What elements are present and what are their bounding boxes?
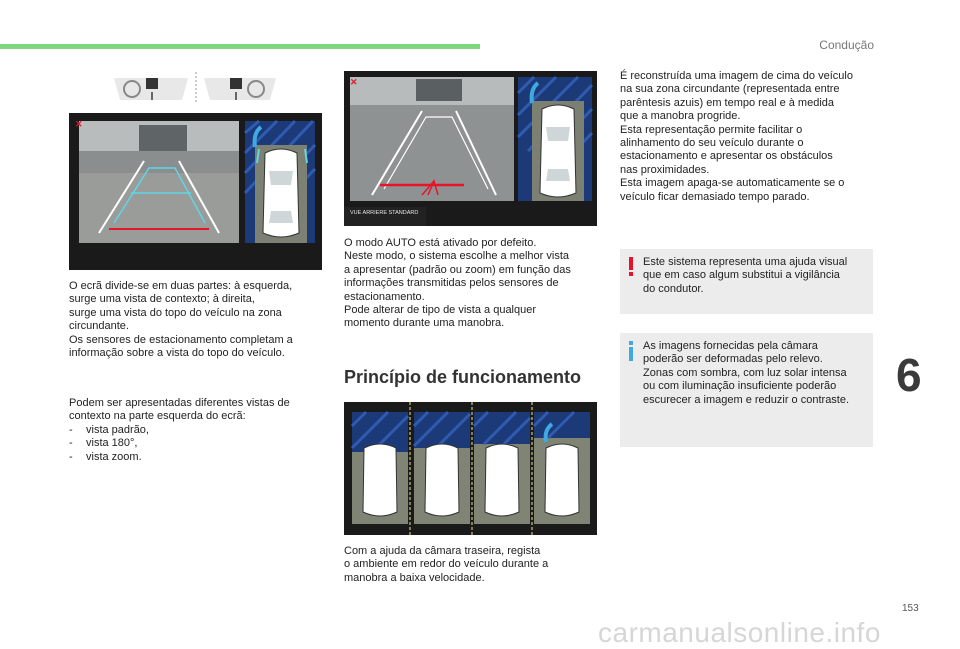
text-line: momento durante uma manobra. <box>344 317 505 330</box>
text-line: Neste modo, o sistema escolhe a melhor vista <box>344 250 569 263</box>
warning-exclamation-icon <box>626 257 636 277</box>
text-line: Zonas com sombra, com luz solar intensa <box>643 366 847 379</box>
text-line: estacionamento. <box>344 290 425 303</box>
text-line: Esta imagem apaga-se automaticamente se o <box>620 177 845 190</box>
text-line: circundante. <box>69 320 129 333</box>
svg-text:✕: ✕ <box>350 77 358 87</box>
text-line: contexto na parte esquerda do ecrã: <box>69 410 246 423</box>
text-line: que a manobra progride. <box>620 110 741 123</box>
text-line: O ecrã divide-se em duas partes: à esquerda, <box>69 280 293 292</box>
screen-view-label: VUE ARRIERE STANDARD <box>350 210 419 216</box>
steering-camera-icon <box>114 78 188 100</box>
text-line: na sua zona circundante (representada entre <box>620 83 840 96</box>
text-line: Pode alterar de tipo de vista a qualquer <box>344 304 537 317</box>
text-line: Com a ajuda da câmara traseira, regista <box>344 545 541 557</box>
camera-screen-standard-view <box>344 71 597 226</box>
text-line: estacionamento e apresentar os obstáculos <box>620 150 833 163</box>
text-line: Esta representação permite facilitar o <box>620 123 803 136</box>
text-line: o ambiente em redor do veículo durante a <box>344 558 549 571</box>
page-number: 153 <box>902 603 919 614</box>
text-line: ou com iluminação insuficiente poderão <box>643 380 837 393</box>
text-line: que em caso algum substitui a vigilância <box>643 269 840 282</box>
list-item: - vista 180°, <box>69 437 329 450</box>
text-line: informação sobre a vista do topo do veículo. <box>69 347 285 360</box>
list-item: - vista zoom. <box>69 451 329 464</box>
section-title: Condução <box>819 38 874 52</box>
right-para-reconstruction <box>620 70 882 204</box>
text-line: veículo ficar demasiado tempo parado. <box>620 190 810 203</box>
view-list <box>69 424 329 464</box>
steering-camera-icon-mirror <box>204 78 276 100</box>
text-line: Podem ser apresentadas diferentes vistas de <box>69 397 290 409</box>
text-line: alinhamento do seu veículo durante o <box>620 137 804 150</box>
svg-text:✕: ✕ <box>75 119 83 129</box>
left-para-context-views <box>69 397 329 464</box>
text-line: parêntesis azuis) em tempo real e à medida <box>620 96 834 109</box>
left-para-screen-split <box>69 280 329 360</box>
text-line: É reconstruída uma imagem de cima do veículo <box>620 70 853 82</box>
text-line: escurecer a imagem e reduzir o contraste. <box>643 393 850 406</box>
section-heading: Princípio de funcionamento <box>344 367 582 387</box>
text-line: informações transmitidas pelos sensores de <box>344 277 559 290</box>
top-view-sequence-figure <box>344 402 597 535</box>
info-note <box>620 333 873 447</box>
text-line: a apresentar (padrão ou zoom) em função das <box>344 263 571 276</box>
watermark: carmanualsonline.info <box>598 617 881 648</box>
middle-para-rear-camera <box>344 545 600 585</box>
warning-note <box>620 249 873 314</box>
text-line: surge uma vista de contexto; à direita, <box>69 293 255 306</box>
text-line: poderão ser deformadas pelo relevo. <box>643 353 823 366</box>
camera-screen-split-view <box>69 113 322 270</box>
info-i-icon <box>626 341 636 361</box>
text-line: Os sensores de estacionamento completam a <box>69 333 293 346</box>
middle-para-auto-mode <box>344 237 600 331</box>
camera-view-toggle-icons <box>110 70 280 106</box>
info-note-text <box>643 340 867 407</box>
header-accent-bar <box>0 44 480 49</box>
text-line: As imagens fornecidas pela câmara <box>643 340 818 352</box>
text-line: do condutor. <box>643 282 704 295</box>
text-line: O modo AUTO está ativado por defeito. <box>344 237 537 249</box>
chapter-number: 6 <box>896 349 922 401</box>
warning-note-text <box>643 256 867 296</box>
text-line: Este sistema representa uma ajuda visual <box>643 256 848 268</box>
text-line: manobra a baixa velocidade. <box>344 571 485 584</box>
text-line: nas proximidades. <box>620 163 710 176</box>
list-item: - vista padrão, <box>69 424 329 437</box>
text-line: surge uma vista do topo do veículo na zona <box>69 306 282 319</box>
